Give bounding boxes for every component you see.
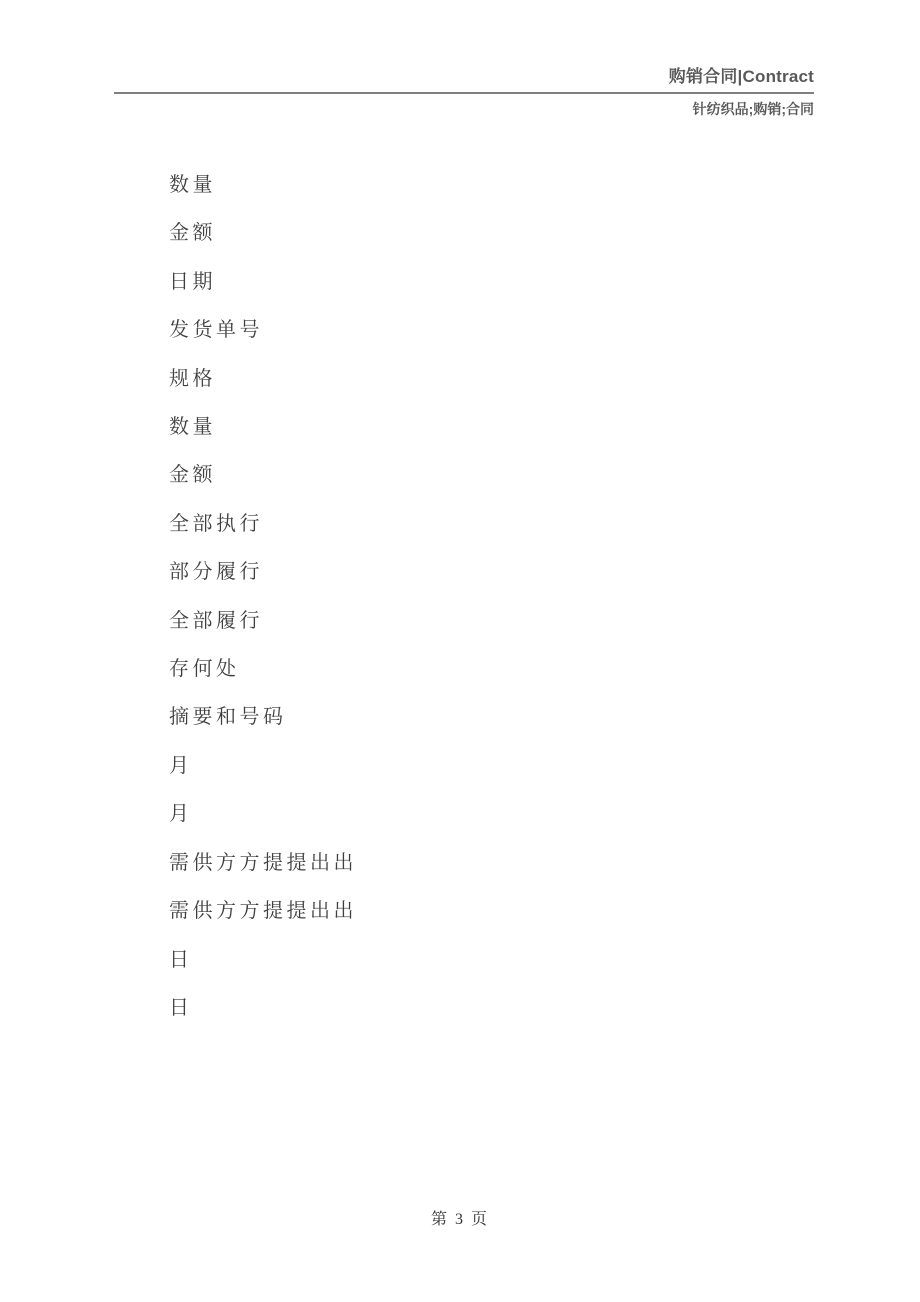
body-line: 需供方方提提出出 (169, 851, 357, 874)
body-line: 发货单号 (169, 319, 263, 342)
page-number-label: 第 3 页 (430, 1211, 489, 1228)
body-line: 数量 (169, 174, 216, 196)
body-line: 日 (169, 948, 193, 971)
body-line: 存何处 (169, 658, 240, 681)
header-divider (114, 92, 814, 94)
body-line: 日期 (169, 270, 216, 293)
body-line: 摘要和号码 (169, 706, 287, 729)
body-line: 全部履行 (169, 609, 263, 632)
body-line: 月 (169, 754, 193, 777)
body-line: 全部执行 (169, 512, 263, 535)
body-text-block (169, 161, 357, 1032)
body-line: 金额 (169, 222, 216, 245)
body-line: 月 (169, 803, 193, 826)
body-line: 金额 (169, 464, 216, 487)
body-line: 需供方方提提出出 (169, 900, 357, 923)
body-line: 日 (169, 996, 193, 1019)
header-title: 购销合同|Contract (668, 67, 814, 86)
header-subtitle: 针纺织品;购销;合同 (692, 101, 814, 117)
body-line: 部分履行 (169, 561, 263, 584)
body-line: 数量 (169, 416, 216, 439)
page-header (114, 64, 814, 117)
page-footer (0, 1206, 920, 1229)
body-line: 规格 (169, 367, 216, 390)
